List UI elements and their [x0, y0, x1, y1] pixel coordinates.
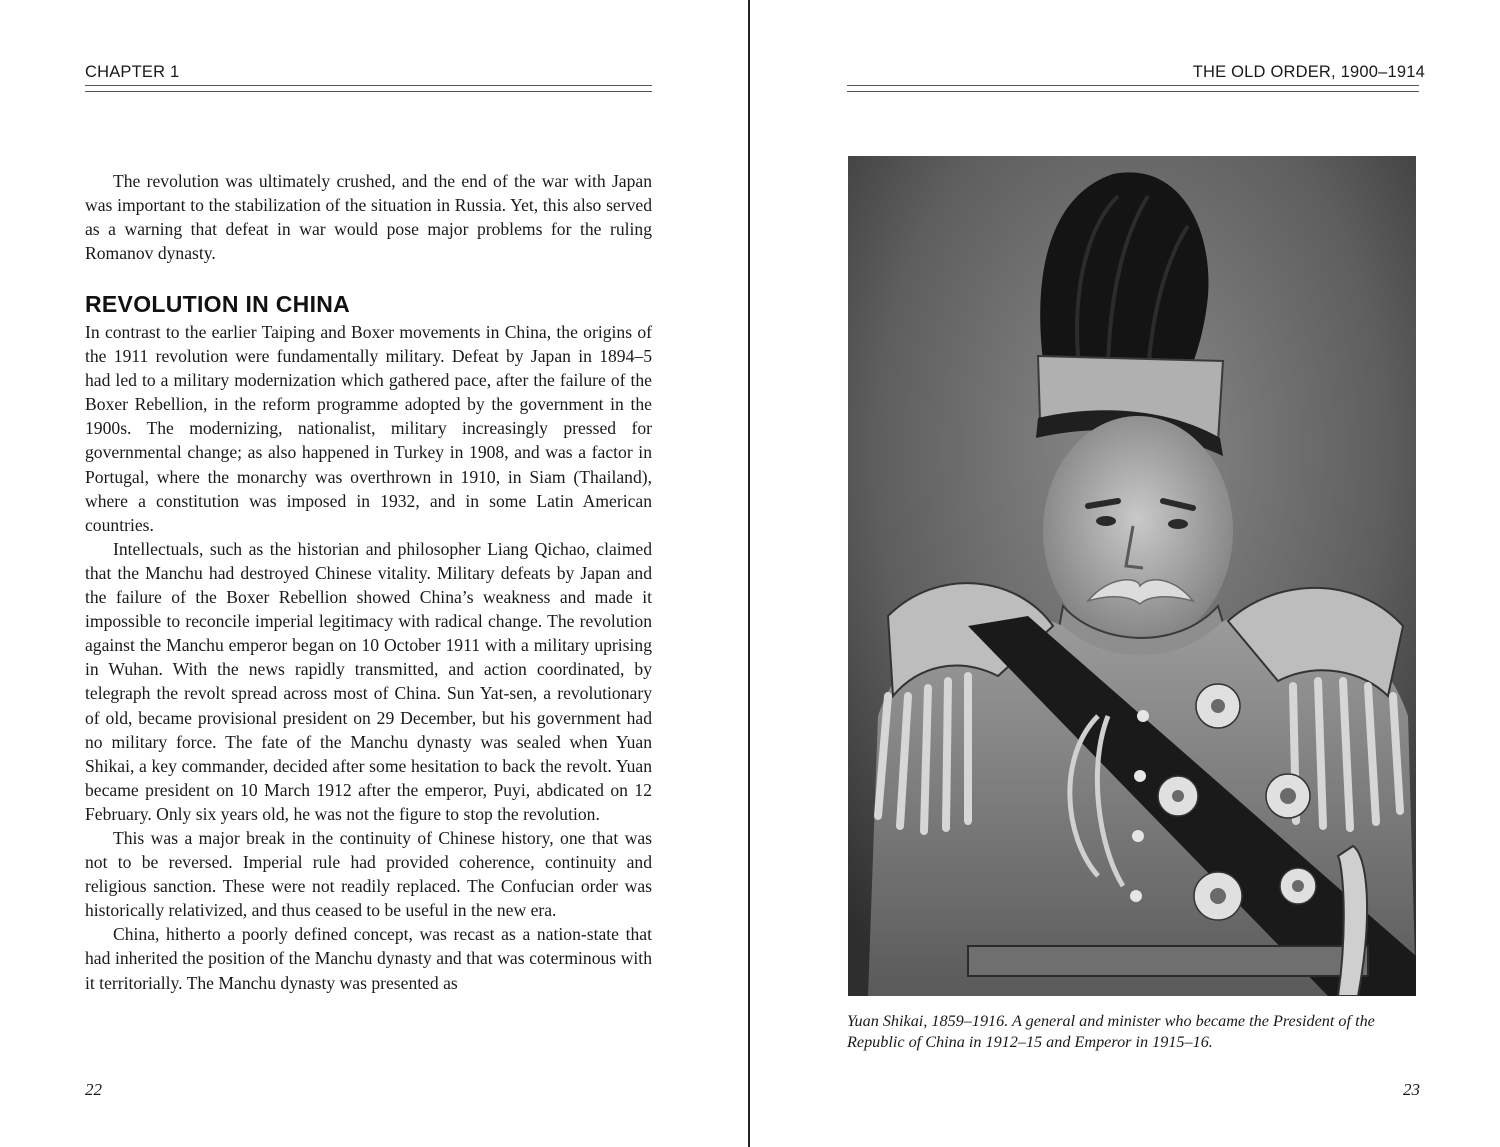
page-number-right: 23 — [1403, 1080, 1420, 1099]
paragraph: The revolution was ultimately crushed, and the end of the war with Japan was important to the stabilization of the situation in Russia. Yet, this also served as a warning that defeat in war would pose major problems for the ruling Romanov dynasty. — [85, 171, 652, 264]
portrait-photo — [848, 156, 1416, 996]
header-rule-left — [85, 85, 652, 92]
left-page — [0, 0, 748, 1147]
right-page — [750, 0, 1500, 1147]
body-text-top — [85, 169, 652, 265]
photo-caption: Yuan Shikai, 1859–1916. A general and minister who became the President of the Republic of China in 1912–15 and Emperor in 1915–16. — [847, 1012, 1375, 1051]
paragraph: China, hitherto a poorly defined concept, was recast as a nation-state that had inherited the position of the Manchu dynasty and that was coterminous with it territorially. The Manchu dynasty was presented as — [85, 924, 652, 993]
body-text — [85, 320, 652, 995]
paragraph: Intellectuals, such as the historian and philosopher Liang Qichao, claimed that the Manchu had destroyed Chinese vitality. Military defeats by Japan and the failure of the Boxer Rebellion showed China’s weakness and made it impossible to reconcile imperial legitimacy with radical change. The revolution against the Manchu emperor began on 10 October 1911 with a military uprising in Wuhan. With the news rapidly transmitted, and action coordinated, by telegraph the revolt spread across most of China. Sun Yat-sen, a revolutionary of old, became provisional president on 29 December, but his government had no military force. The fate of the Manchu dynasty was sealed when Yuan Shikai, a key commander, decided after some hesitation to back the revolt. Yuan became president on 10 March 1912 after the emperor, Puyi, abdicated on 12 February. Only six years old, he was not the figure to stop the revolution. — [85, 538, 652, 824]
portrait-illustration — [848, 156, 1416, 996]
paragraph: This was a major break in the continuity of Chinese history, one that was not to be reversed. Imperial rule had provided coherence, continuity and religious sanction. These were not readily replaced. The Confucian order was historically relativized, and thus ceased to be useful in the new era. — [85, 827, 652, 921]
running-head-left: CHAPTER 1 — [85, 63, 180, 81]
paragraph: In contrast to the earlier Taiping and Boxer movements in China, the origins of the 1911 revolution were fundamentally military. Defeat by Japan in 1894–5 had led to a military modernization which gathered pace, after the failure of the Boxer Rebellion, in the reform programme adopted by the government in the 1900s. The modernizing, nationalist, military increasingly pressed for governmental change; as also happened in Turkey in 1908, and was a factor in Portugal, where the monarchy was overthrown in 1910, in Siam (Thailand), where a constitution was imposed in 1932, and in some Latin American countries. — [85, 322, 652, 535]
page-number-left: 22 — [85, 1080, 102, 1099]
header-rule-right — [847, 85, 1419, 92]
section-heading: REVOLUTION IN CHINA — [85, 291, 351, 317]
running-head-right: THE OLD ORDER, 1900–1914 — [1192, 63, 1425, 81]
